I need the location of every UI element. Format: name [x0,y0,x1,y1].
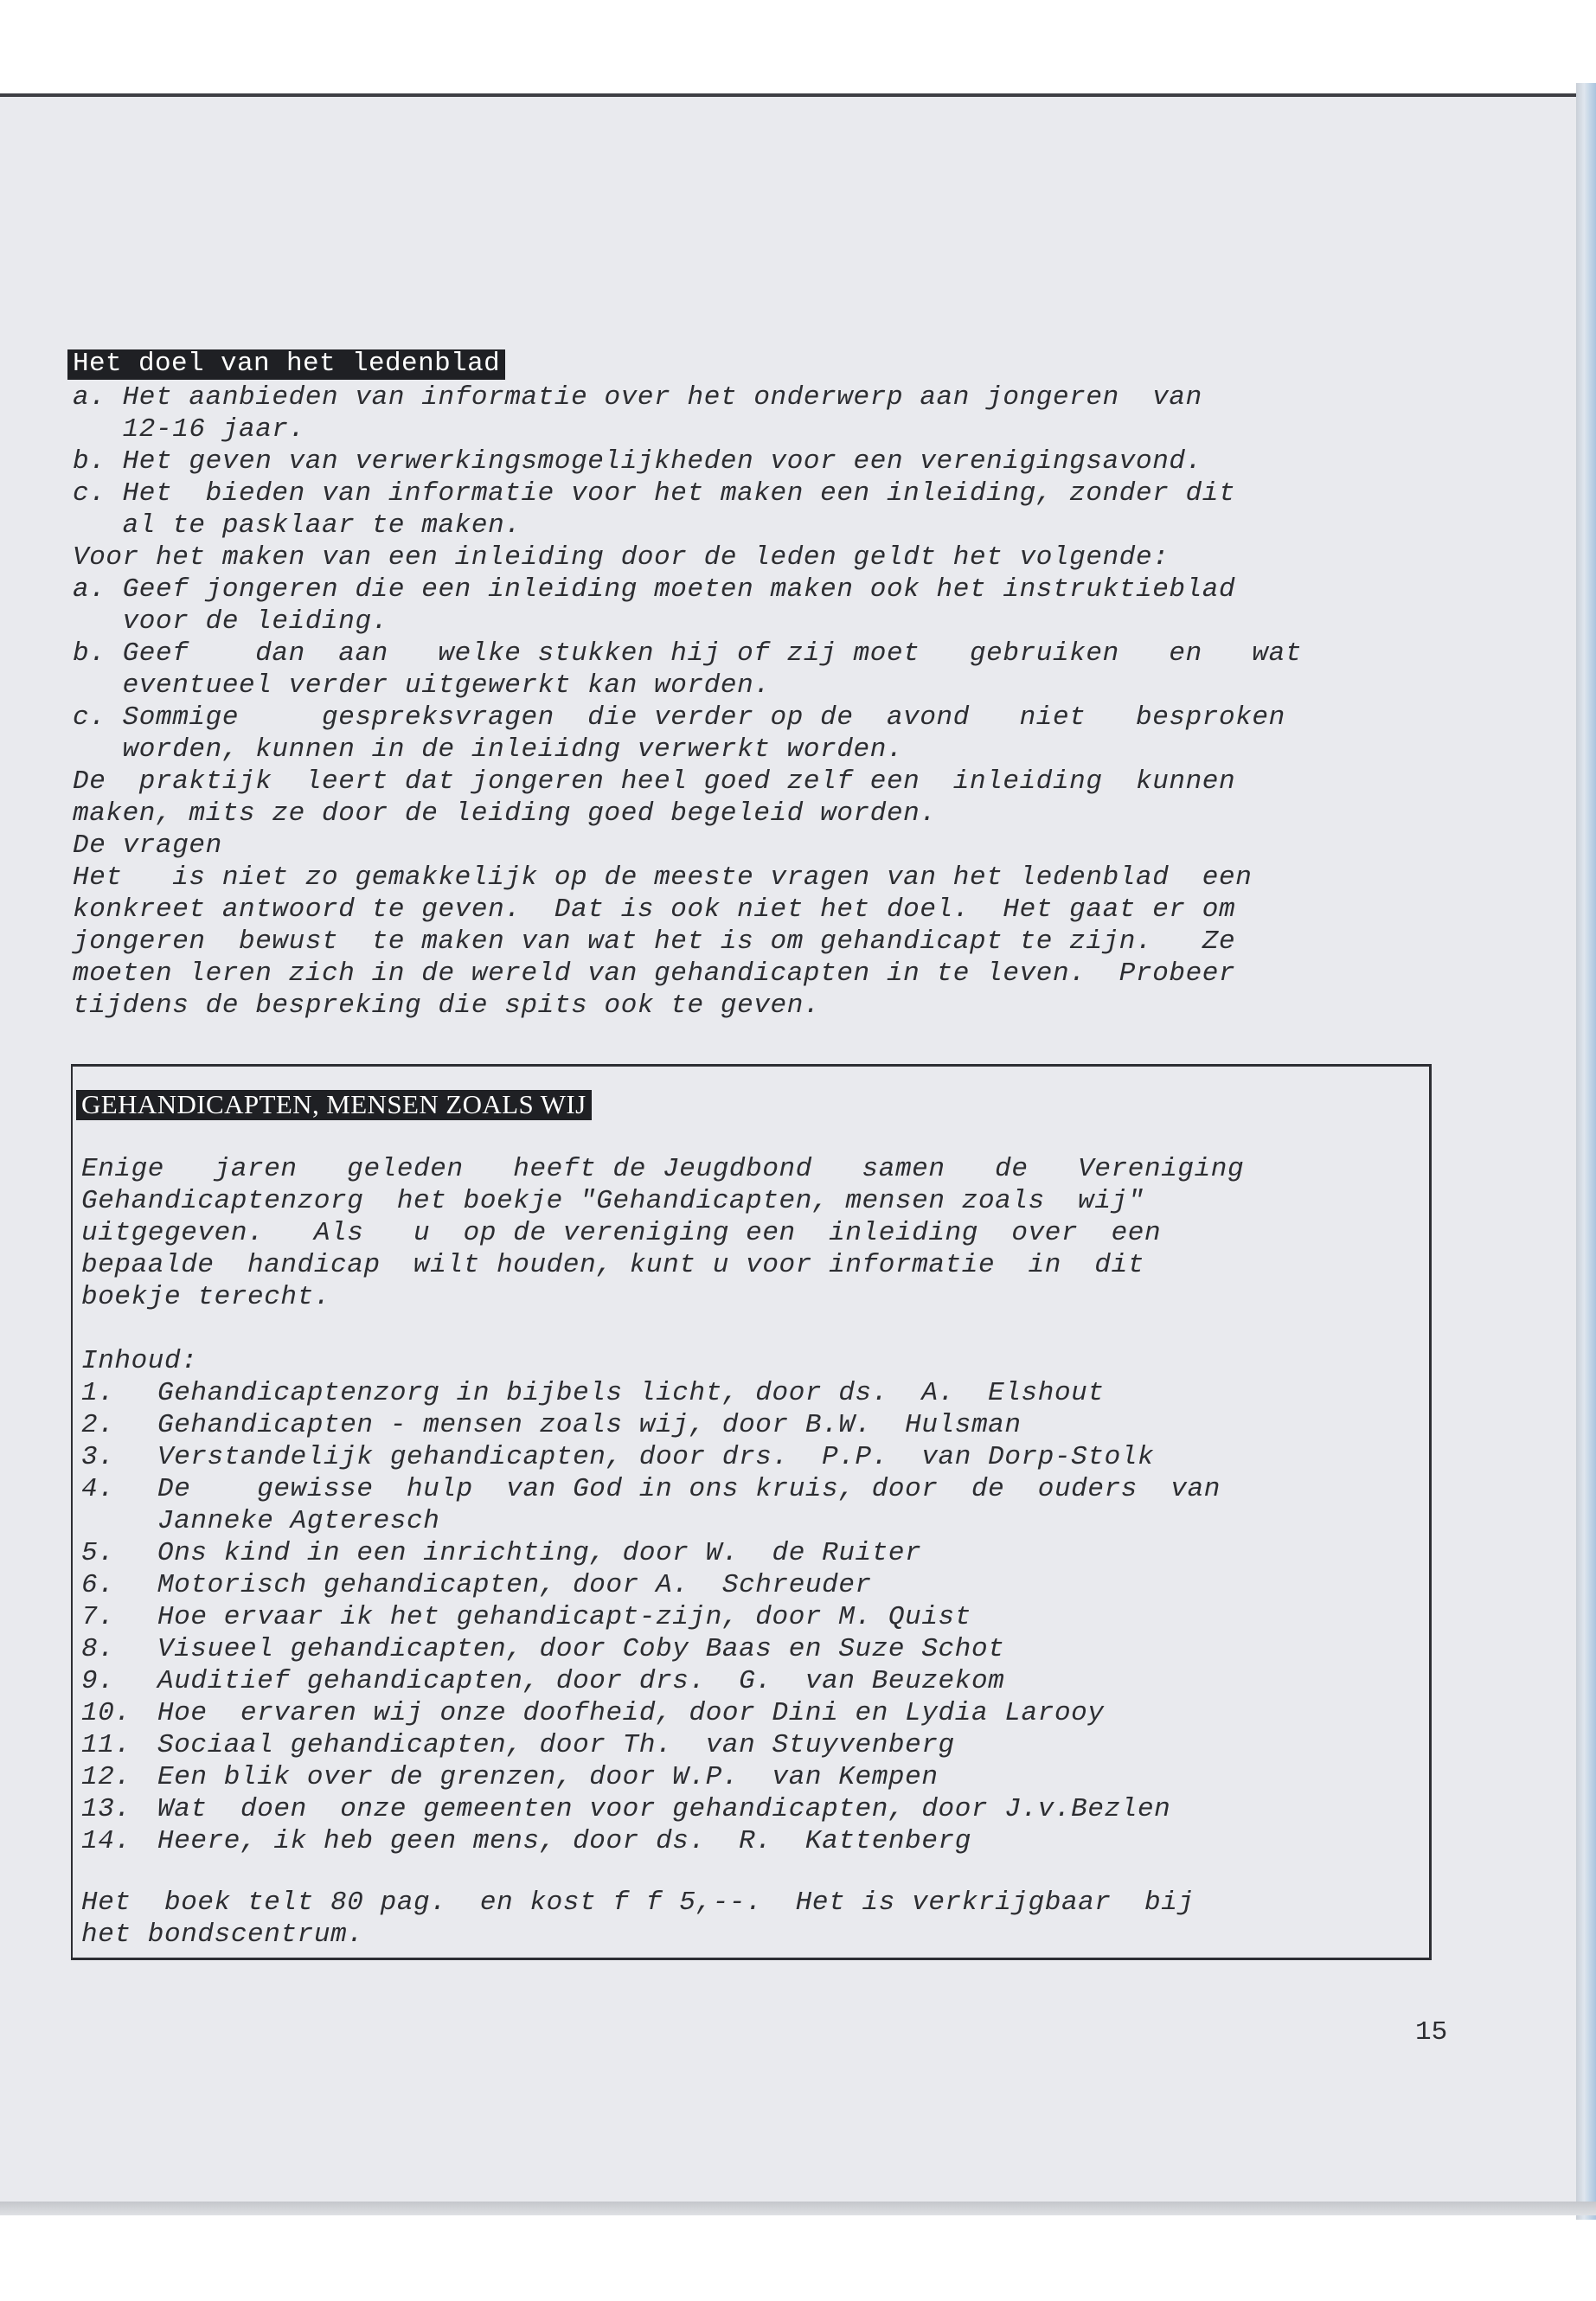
text-line: Het boek telt 80 pag. en kost f f 5,--. Het is verkrijgbaar bij [81,1888,1195,1918]
book-edge-right [1576,83,1596,2220]
text-line: konkreet antwoord te geven. Dat is ook niet het doel. Het gaat er om [73,894,1236,925]
book-edge-bottom [0,2202,1596,2215]
text-line: b. Het geven van verwerkingsmogelijkheden voor een verenigingsavond. [73,446,1202,477]
text-line: eventueel verder uitgewerkt kan worden. [73,670,771,701]
text-line: boekje terecht. [81,1282,331,1312]
text-line: Gehandicaptenzorg het boekje "Gehandicapten, mensen zoals wij" [81,1186,1144,1216]
list-item-number: 13. [81,1794,131,1824]
list-item: Een blik over de grenzen, door W.P. van Kempen [157,1762,939,1792]
list-item: Visueel gehandicapten, door Coby Baas en Suze Schot [157,1634,1005,1664]
contents-label: Inhoud: [81,1346,198,1376]
list-item-number: 5. [81,1538,115,1568]
text-line: Voor het maken van een inleiding door de leden geldt het volgende: [73,542,1170,573]
list-item-number: 11. [81,1730,131,1760]
text-line: tijdens de bespreking die spits ook te geven. [73,990,821,1021]
list-item-number: 7. [81,1602,115,1632]
text-line: bepaalde handicap wilt houden, kunt u voor informatie in dit [81,1250,1144,1280]
text-line: c. Sommige gespreksvragen die verder op de avond niet besproken [73,702,1285,733]
list-item: Heere, ik heb geen mens, door ds. R. Kattenberg [157,1826,971,1856]
list-item-number: 9. [81,1666,115,1696]
list-item: Motorisch gehandicapten, door A. Schreuder [157,1570,872,1600]
text-line: c. Het bieden van informatie voor het maken een inleiding, zonder dit [73,478,1236,509]
text-line: maken, mits ze door de leiding goed begeleid worden. [73,798,937,829]
list-item: Janneke Agteresch [157,1506,440,1536]
text-line: voor de leiding. [73,606,388,637]
section-heading-gehandicapten: GEHANDICAPTEN, MENSEN ZOALS WIJ [76,1090,592,1120]
list-item: Wat doen onze gemeenten voor gehandicapten, door J.v.Bezlen [157,1794,1171,1824]
page-number: 15 [1415,2017,1448,2048]
list-item: Ons kind in een inrichting, door W. de Ruiter [157,1538,922,1568]
text-line: uitgegeven. Als u op de vereniging een inleiding over een [81,1218,1162,1248]
list-item-number: 12. [81,1762,131,1792]
list-item: De gewisse hulp van God in ons kruis, door de ouders van [157,1474,1221,1504]
text-line: Het is niet zo gemakkelijk op de meeste vragen van het ledenblad een [73,862,1253,893]
text-line: De praktijk leert dat jongeren heel goed zelf een inleiding kunnen [73,766,1236,797]
text-line: moeten leren zich in de wereld van gehandicapten in te leven. Probeer [73,958,1236,989]
list-item-number: 10. [81,1698,131,1728]
list-item-number: 1. [81,1378,115,1408]
text-line: worden, kunnen in de inleiidng verwerkt worden. [73,734,904,765]
text-line: 12-16 jaar. [73,414,305,445]
list-item-number: 8. [81,1634,115,1664]
text-line: a. Geef jongeren die een inleiding moeten maken ook het instruktieblad [73,574,1236,605]
text-line: Enige jaren geleden heeft de Jeugdbond samen de Vereniging [81,1154,1245,1184]
text-line: De vragen [73,830,222,861]
list-item: Verstandelijk gehandicapten, door drs. P.P. van Dorp-Stolk [157,1442,1155,1472]
text-line: jongeren bewust te maken van wat het is om gehandicapt te zijn. Ze [73,926,1236,957]
list-item: Auditief gehandicapten, door drs. G. van Beuzekom [157,1666,1005,1696]
list-item-number: 2. [81,1410,115,1440]
list-item: Sociaal gehandicapten, door Th. van Stuyvenberg [157,1730,955,1760]
list-item: Gehandicapten - mensen zoals wij, door B.W. Hulsman [157,1410,1022,1440]
text-line: het bondscentrum. [81,1920,364,1950]
list-item: Hoe ervaren wij onze doofheid, door Dini en Lydia Larooy [157,1698,1105,1728]
list-item-number: 6. [81,1570,115,1600]
text-line: al te pasklaar te maken. [73,510,522,541]
list-item-number: 4. [81,1474,115,1504]
list-item-number: 3. [81,1442,115,1472]
text-line: a. Het aanbieden van informatie over het onderwerp aan jongeren van [73,382,1202,413]
text-line: b. Geef dan aan welke stukken hij of zij moet gebruiken en wat [73,638,1303,669]
section-heading-doel: Het doel van het ledenblad [67,349,505,380]
list-item-number: 14. [81,1826,131,1856]
list-item: Hoe ervaar ik het gehandicapt-zijn, door M. Quist [157,1602,971,1632]
list-item: Gehandicaptenzorg in bijbels licht, door ds. A. Elshout [157,1378,1105,1408]
